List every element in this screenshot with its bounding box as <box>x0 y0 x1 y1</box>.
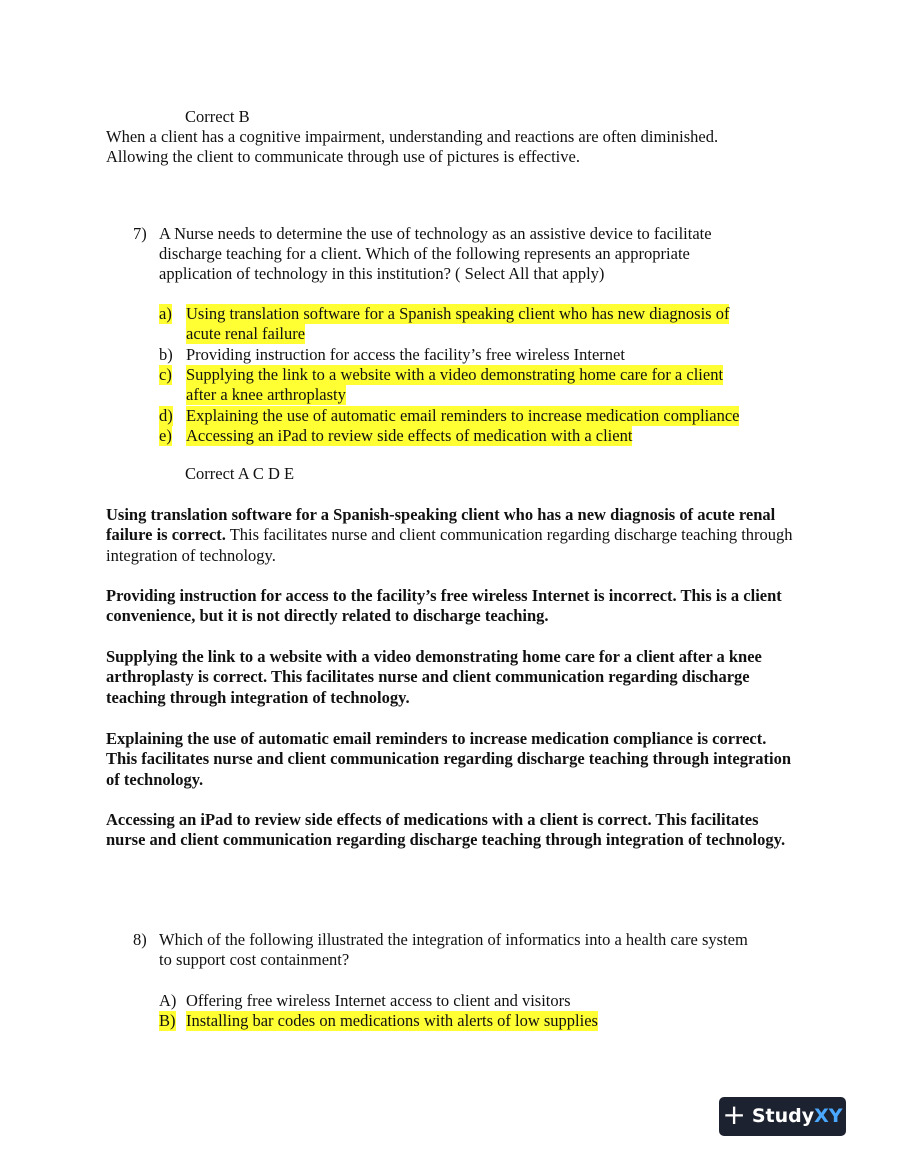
option-text-cont: after a knee arthroplasty <box>186 385 346 404</box>
option-letter: b) <box>159 345 173 364</box>
option-text: Offering free wireless Internet access to client and visitors <box>186 991 571 1010</box>
option-text: Supplying the link to a website with a video demonstrating home care for a client <box>186 365 724 384</box>
option-text: Accessing an iPad to review side effects of medication with a client <box>186 426 633 445</box>
option-letter: e) <box>159 426 172 445</box>
rationale-1-rest: This facilitates nurse and client communication regarding discharge teaching through integration of technology. <box>106 525 793 565</box>
q7-correct-answer: Correct A C D E <box>185 464 295 483</box>
question-number: 7) <box>133 224 147 243</box>
option-letter: c) <box>159 365 172 384</box>
studyxy-logo[interactable] <box>719 1097 846 1136</box>
prev-rationale-line1: When a client has a cognitive impairment, understanding and reactions are often diminished. <box>106 127 719 146</box>
option-text-cont: acute renal failure <box>186 324 306 343</box>
rationale-4: Explaining the use of automatic email reminders to increase medication compliance is correct. This facilitates nurse and client communication regarding discharge teaching through integration of technology. <box>106 729 792 789</box>
rationale-1-bold: Using translation software for a Spanish-speaking client who has a new diagnosis of acute renal failure is correct. <box>106 505 776 545</box>
question-text-line2: discharge teaching for a client. Which of the following represents an appropriate <box>159 244 690 263</box>
rationale-5: Accessing an iPad to review side effects of medications with a client is correct. This facilitates nurse and client communication regarding discharge teaching through integration of technology. <box>106 810 786 850</box>
question-text-line2: to support cost containment? <box>159 950 350 969</box>
brand-name: StudyXY <box>751 1105 843 1128</box>
question-number: 8) <box>133 930 147 949</box>
plus-icon: + <box>722 1098 746 1131</box>
prev-correct-answer: Correct B <box>185 107 250 126</box>
rationale-1 <box>106 505 796 566</box>
rationale-3: Supplying the link to a website with a video demonstrating home care for a client after a knee arthroplasty is correct. This facilitates nurse and client communication regarding discharge teaching through integration of technology. <box>106 647 762 707</box>
option-letter: a) <box>159 304 172 323</box>
option-text: Providing instruction for access the facility’s free wireless Internet <box>186 345 625 364</box>
question-text-line3: application of technology in this institution? ( Select All that apply) <box>159 264 605 283</box>
option-letter: B) <box>159 1011 176 1030</box>
option-text: Explaining the use of automatic email reminders to increase medication compliance <box>186 406 740 425</box>
prev-rationale-line2: Allowing the client to communicate through use of pictures is effective. <box>106 147 580 166</box>
question-text-line1: Which of the following illustrated the integration of informatics into a health care system <box>159 930 748 949</box>
option-letter: d) <box>159 406 173 425</box>
option-text: Installing bar codes on medications with alerts of low supplies <box>186 1011 598 1030</box>
option-text: Using translation software for a Spanish speaking client who has new diagnosis of <box>186 304 730 323</box>
question-text-line1: A Nurse needs to determine the use of technology as an assistive device to facilitate <box>159 224 712 243</box>
rationale-2: Providing instruction for access to the facility’s free wireless Internet is incorrect. This is a client convenience, but it is not directly related to discharge teaching. <box>106 586 782 626</box>
option-letter: A) <box>159 991 177 1010</box>
